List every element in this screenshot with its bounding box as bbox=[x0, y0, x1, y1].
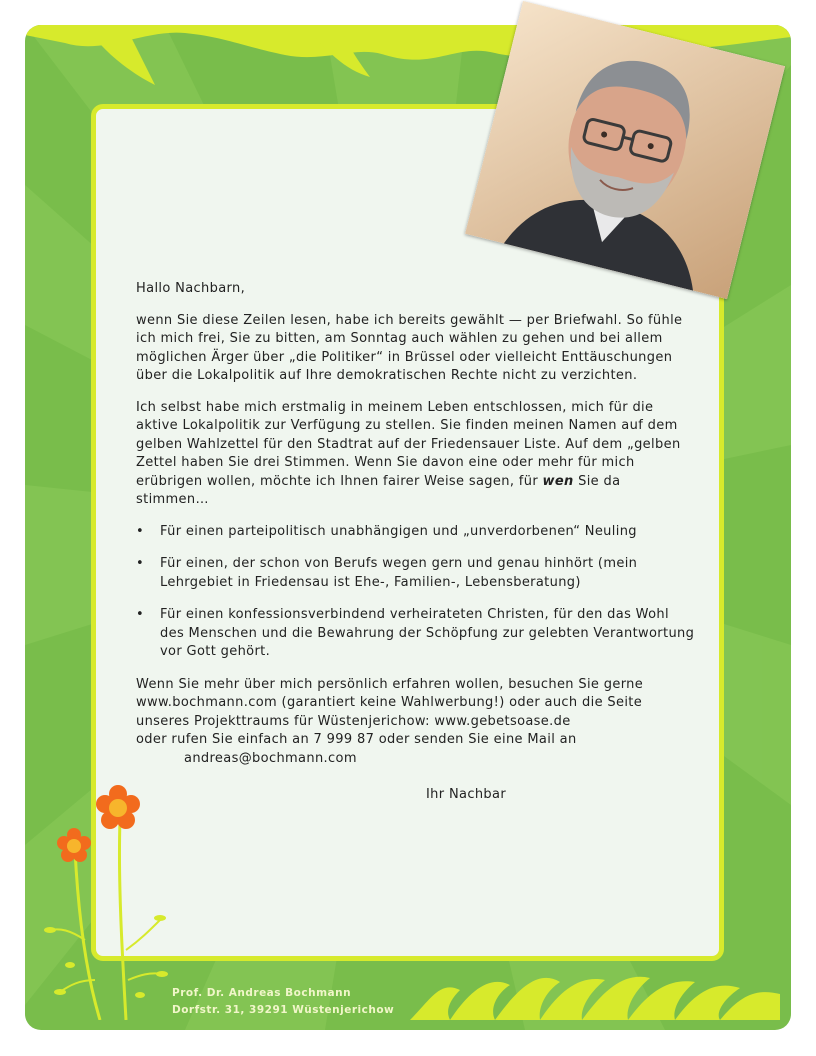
grass-decoration bbox=[410, 960, 780, 1030]
contact-line: oder rufen Sie einfach an 7 999 87 oder senden Sie eine Mail an bbox=[136, 732, 577, 747]
reasons-list bbox=[136, 523, 696, 662]
contact-line: unseres Projekttraums für Wüstenjerichow: www.gebetsoase.de bbox=[136, 713, 571, 729]
list-item: • Für einen parteipolitisch unabhängigen und „unverdorbenen“ Neuling bbox=[136, 523, 696, 542]
footer-street: Dorfstr. 31, 39291 Wüstenjerichow bbox=[172, 1004, 395, 1016]
list-item: • Für einen, der schon von Berufs wegen gern und genau hinhört (mein Lehrgebiet in Friedensau ist Ehe-, Familien-, Lebensberatung) bbox=[136, 555, 696, 592]
signature: Ihr Nachbar bbox=[426, 787, 507, 802]
contact-line: Wenn Sie mehr über mich persönlich erfahren wollen, besuchen Sie gerne bbox=[136, 676, 644, 692]
contact-paragraph bbox=[136, 676, 696, 769]
paragraph-intro: wenn Sie diese Zeilen lesen, habe ich bereits gewählt — per Briefwahl. So fühle ich mich frei, Sie zu bitten, am Sonntag auch wählen zu gehen und bei allem möglichen Ärger über „die Politiker“ in Brüssel oder vielleicht Enttäuschungen über die Lokalpolitik auf Ihre demokratischen Rechte nicht zu verzichten. bbox=[136, 312, 683, 383]
greeting: Hallo Nachbarn, bbox=[136, 281, 246, 296]
paragraph-candidacy: Ich selbst habe mich erstmalig in meinem Leben entschlossen, mich für die aktive Lokalpolitik zur Verfügung zu stellen. Sie finden meinen Namen auf dem gelben Wahlzettel für den Stadtrat auf der Friedensauer Liste. Auf dem „gelben Zettel haben Sie drei Stimmen. Wenn Sie davon eine oder mehr für mich erübrigen wollen, möchte ich Ihnen fairer Weise sagen, für wen Sie da stimmen… bbox=[136, 399, 681, 507]
emphasis-wen: wen bbox=[542, 473, 574, 489]
list-item: • Für einen konfessionsverbindend verheirateten Christen, für den das Wohl des Menschen und die Bewahrung der Schöpfung zur gelebten Verantwortung vor Gott gehört. bbox=[136, 606, 696, 662]
email-address: andreas@bochmann.com bbox=[184, 750, 357, 766]
footer-address bbox=[172, 985, 394, 1019]
contact-line: www.bochmann.com (garantiert keine Wahlwerbung!) oder auch die Seite bbox=[136, 695, 643, 710]
letter-body bbox=[136, 280, 696, 805]
footer-name: Prof. Dr. Andreas Bochmann bbox=[172, 987, 352, 999]
flower-decoration bbox=[40, 780, 180, 1020]
